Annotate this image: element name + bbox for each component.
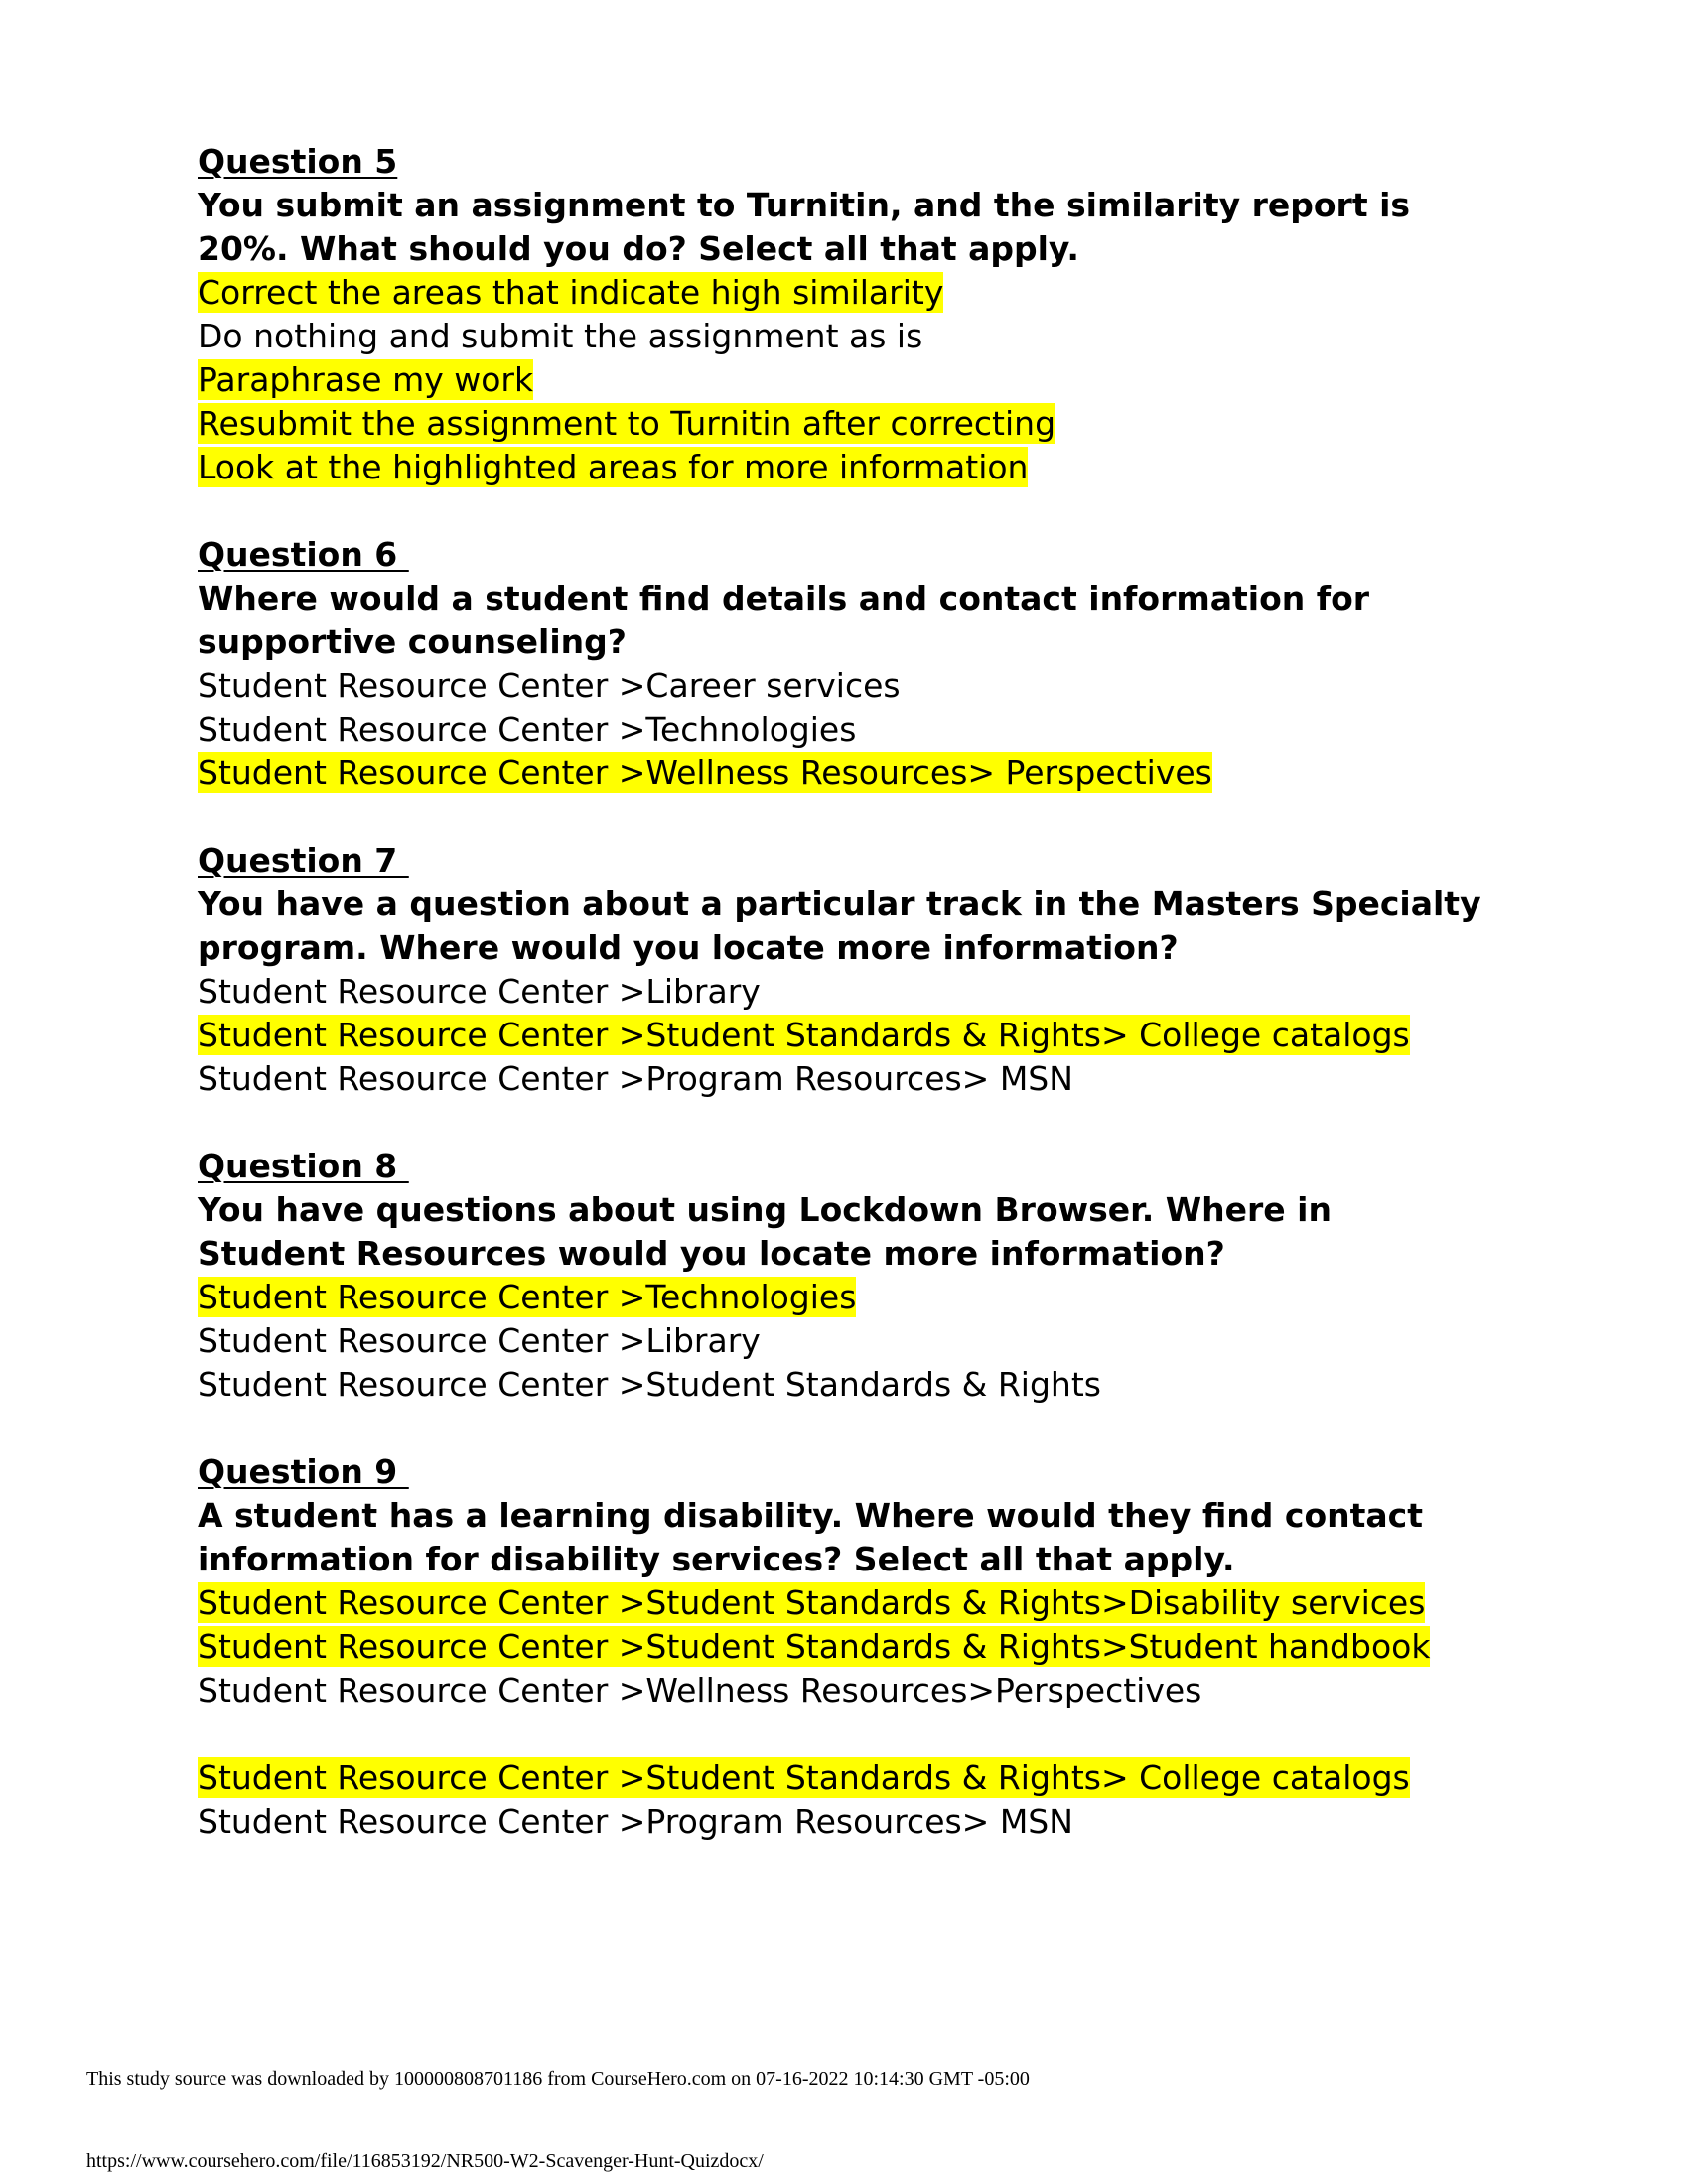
question-label: Question 6 bbox=[198, 535, 409, 574]
answer-option: Student Resource Center >Student Standards & Rights> College catalogs bbox=[198, 1016, 1410, 1054]
question-text: You submit an assignment to Turnitin, and the similarity report is 20%. What should you do? Select all that apply. bbox=[198, 186, 1411, 268]
answer-option: Student Resource Center >Program Resources> MSN bbox=[198, 1802, 1073, 1841]
answer-option: Resubmit the assignment to Turnitin after correcting bbox=[198, 404, 1056, 443]
answer-option: Student Resource Center >Student Standards & Rights>Student handbook bbox=[198, 1627, 1431, 1666]
blank-line bbox=[198, 1712, 1488, 1756]
answer-option: Do nothing and submit the assignment as is bbox=[198, 317, 923, 355]
source-url[interactable]: https://www.coursehero.com/file/116853192/NR500-W2-Scavenger-Hunt-Quizdocx/ bbox=[86, 2150, 764, 2172]
question-label: Question 9 bbox=[198, 1452, 409, 1491]
answer-option: Student Resource Center >Student Standards & Rights> College catalogs bbox=[198, 1758, 1410, 1797]
answer-option: Student Resource Center >Career services bbox=[198, 666, 901, 705]
download-notice: This study source was downloaded by 100000808701186 from CourseHero.com on 07-16-2022 10:14:30 GMT -05:00 bbox=[86, 2068, 1030, 2090]
answer-option: Student Resource Center >Program Resources> MSN bbox=[198, 1059, 1073, 1098]
question-text: You have questions about using Lockdown Browser. Where in Student Resources would you locate more information? bbox=[198, 1190, 1332, 1273]
question-label: Question 8 bbox=[198, 1147, 409, 1185]
question-text: A student has a learning disability. Where would they find contact information for disability services? Select all that apply. bbox=[198, 1496, 1423, 1578]
answer-option: Student Resource Center >Wellness Resources>Perspectives bbox=[198, 1671, 1202, 1709]
answer-option: Student Resource Center >Technologies bbox=[198, 1278, 857, 1316]
answer-option: Student Resource Center >Wellness Resources> Perspectives bbox=[198, 753, 1212, 792]
answer-option: Look at the highlighted areas for more information bbox=[198, 448, 1029, 486]
question-block-7 bbox=[198, 839, 1488, 1101]
question-label: Question 5 bbox=[198, 142, 398, 181]
question-text: You have a question about a particular track in the Masters Specialty program. Where would you locate more information? bbox=[198, 885, 1481, 967]
question-label: Question 7 bbox=[198, 841, 409, 880]
answer-option: Student Resource Center >Student Standards & Rights>Disability services bbox=[198, 1583, 1426, 1622]
answer-option: Student Resource Center >Technologies bbox=[198, 710, 857, 749]
question-block-6 bbox=[198, 533, 1488, 795]
document-body bbox=[198, 140, 1488, 1843]
answer-option: Correct the areas that indicate high similarity bbox=[198, 273, 944, 312]
question-block-5 bbox=[198, 140, 1488, 489]
question-block-8 bbox=[198, 1145, 1488, 1407]
answer-option: Student Resource Center >Student Standards & Rights bbox=[198, 1365, 1101, 1404]
answer-option: Student Resource Center >Library bbox=[198, 972, 761, 1011]
question-block-9 bbox=[198, 1450, 1488, 1843]
answer-option: Student Resource Center >Library bbox=[198, 1321, 761, 1360]
answer-option: Paraphrase my work bbox=[198, 360, 534, 399]
question-text: Where would a student find details and contact information for supportive counseling? bbox=[198, 579, 1370, 661]
